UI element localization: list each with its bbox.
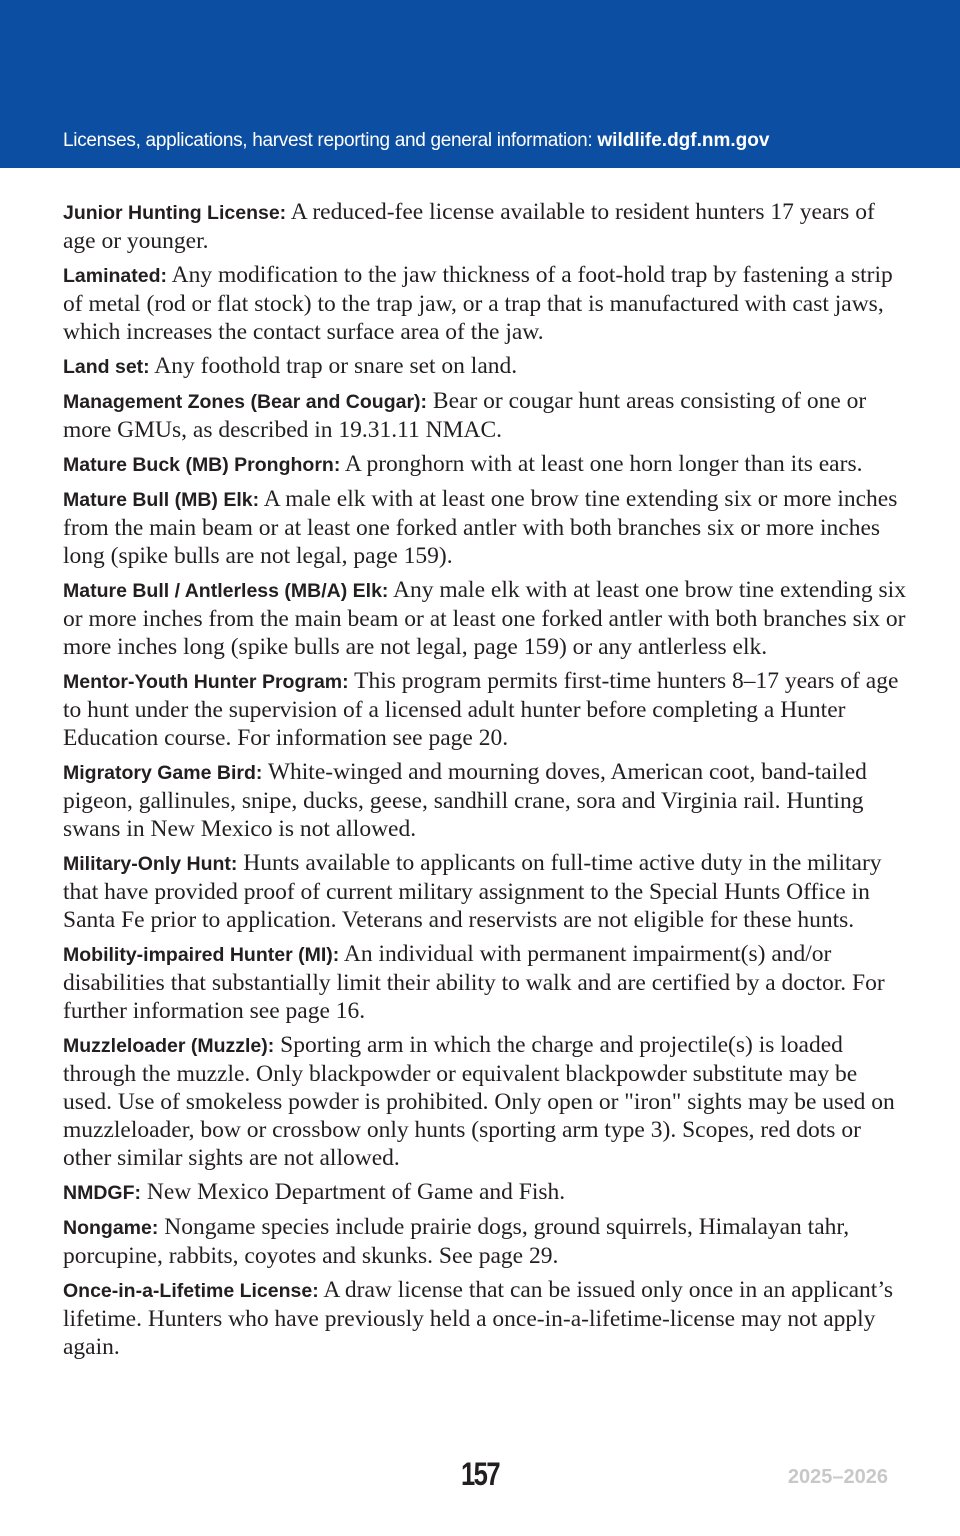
glossary-definition: A male elk with at least one brow tine extending six or more inches from the main beam or at least one forked antler with both branches six or more inches long (spike bulls are not legal, page 159). bbox=[63, 486, 898, 569]
website-link[interactable]: wildlife.dgf.nm.gov bbox=[597, 130, 770, 151]
glossary-term: NMDGF: bbox=[63, 1182, 141, 1204]
glossary-term: Mentor-Youth Hunter Program: bbox=[63, 671, 349, 693]
glossary-definition: Any modification to the jaw thickness of a foot-hold trap by fastening a strip of metal (rod or flat stock) to the trap jaw, or a trap that is manufactured with cast jaws, which increases the contact surface area of the jaw. bbox=[63, 262, 893, 345]
glossary-definition: Hunts available to applicants on full-time active duty in the military that have provided proof of current military assignment to the Special Hunts Office in Santa Fe prior to application. Veterans and reservists are not eligible for these hunts. bbox=[63, 850, 882, 933]
glossary-definition: Sporting arm in which the charge and projectile(s) is loaded through the muzzle. Only blackpowder or equivalent blackpowder substitute may be used. Use of smokeless powder is prohibited. Only open or "iron" sights may be used on muzzleloader, bow or crossbow only hunts (sporting arm type 3). Scopes, red dots or other similar sights are not allowed. bbox=[63, 1032, 895, 1171]
glossary-definition: Nongame species include prairie dogs, ground squirrels, Himalayan tahr, porcupine, rabbits, coyotes and skunks. See page 29. bbox=[63, 1214, 850, 1269]
glossary-entry-muzzleloader bbox=[63, 1031, 908, 1172]
glossary-entry-migratory-game-bird bbox=[63, 758, 908, 843]
glossary-term: Mature Bull (MB) Elk: bbox=[63, 489, 260, 511]
glossary-term: Nongame: bbox=[63, 1217, 159, 1239]
glossary-term: Military-Only Hunt: bbox=[63, 853, 238, 875]
glossary-term: Junior Hunting License: bbox=[63, 202, 287, 224]
glossary-entry-military-only-hunt bbox=[63, 849, 908, 934]
glossary-definition: New Mexico Department of Game and Fish. bbox=[146, 1179, 566, 1205]
glossary-definition: An individual with permanent impairment(s) and/or disabilities that substantially limit their ability to walk and are certified by a doctor. For further information see page 16. bbox=[63, 941, 885, 1024]
glossary-entry-nmdgf bbox=[63, 1178, 908, 1207]
glossary-definition: A pronghorn with at least one horn longer than its ears. bbox=[344, 451, 863, 477]
glossary-entry-nongame bbox=[63, 1213, 908, 1270]
glossary-entry-mentor-youth-hunter-program bbox=[63, 667, 908, 752]
glossary-term: Migratory Game Bird: bbox=[63, 762, 263, 784]
glossary-term: Management Zones (Bear and Cougar): bbox=[63, 391, 428, 413]
glossary-term: Mature Buck (MB) Pronghorn: bbox=[63, 454, 341, 476]
glossary-entry-management-zones bbox=[63, 387, 908, 444]
header-prefix-text: Licenses, applications, harvest reporting and general information: bbox=[63, 130, 598, 151]
glossary-definition: Any male elk with at least one brow tine extending six or more inches from the main beam or at least one forked antler with both branches six or more inches long (spike bulls are not legal, page 159) or any antlerless elk. bbox=[63, 577, 906, 660]
glossary-term: Land set: bbox=[63, 356, 150, 378]
header-info-line bbox=[63, 130, 769, 152]
glossary-entry-land-set bbox=[63, 352, 908, 381]
glossary-definition: Any foothold trap or snare set on land. bbox=[154, 353, 518, 379]
glossary-entry-mature-bull-antlerless-elk bbox=[63, 576, 908, 661]
glossary-term: Mature Bull / Antlerless (MB/A) Elk: bbox=[63, 580, 389, 602]
glossary-term: Mobility-impaired Hunter (MI): bbox=[63, 944, 340, 966]
glossary-definition: Bear or cougar hunt areas consisting of one or more GMUs, as described in 19.31.11 NMAC. bbox=[63, 388, 867, 443]
glossary-entry-laminated bbox=[63, 261, 908, 346]
glossary-term: Muzzleloader (Muzzle): bbox=[63, 1035, 275, 1057]
glossary-term: Once-in-a-Lifetime License: bbox=[63, 1280, 319, 1302]
glossary-list bbox=[63, 198, 908, 1367]
glossary-entry-once-in-a-lifetime-license bbox=[63, 1276, 908, 1361]
page-number: 157 bbox=[461, 1456, 499, 1492]
header-bar bbox=[0, 0, 960, 168]
glossary-definition: White-winged and mourning doves, American coot, band-tailed pigeon, gallinules, snipe, ducks, geese, sandhill crane, sora and Virginia rail. Hunting swans in New Mexico is not allowed. bbox=[63, 759, 867, 842]
glossary-entry-mature-bull-elk bbox=[63, 485, 908, 570]
glossary-entry-mature-buck-pronghorn bbox=[63, 450, 908, 479]
glossary-entry-mobility-impaired-hunter bbox=[63, 940, 908, 1025]
edition-years: 2025–2026 bbox=[787, 1466, 888, 1488]
glossary-entry-junior-hunting-license bbox=[63, 198, 908, 255]
glossary-definition: This program permits first-time hunters 8–17 years of age to hunt under the supervision of a licensed adult hunter before completing a Hunter Education course. For information see page 20. bbox=[63, 668, 899, 751]
glossary-definition: A draw license that can be issued only once in an applicant’s lifetime. Hunters who have previously held a once-in-a-lifetime-license may not apply again. bbox=[63, 1277, 894, 1360]
glossary-term: Laminated: bbox=[63, 265, 168, 287]
glossary-definition: A reduced-fee license available to resident hunters 17 years of age or younger. bbox=[63, 199, 875, 254]
